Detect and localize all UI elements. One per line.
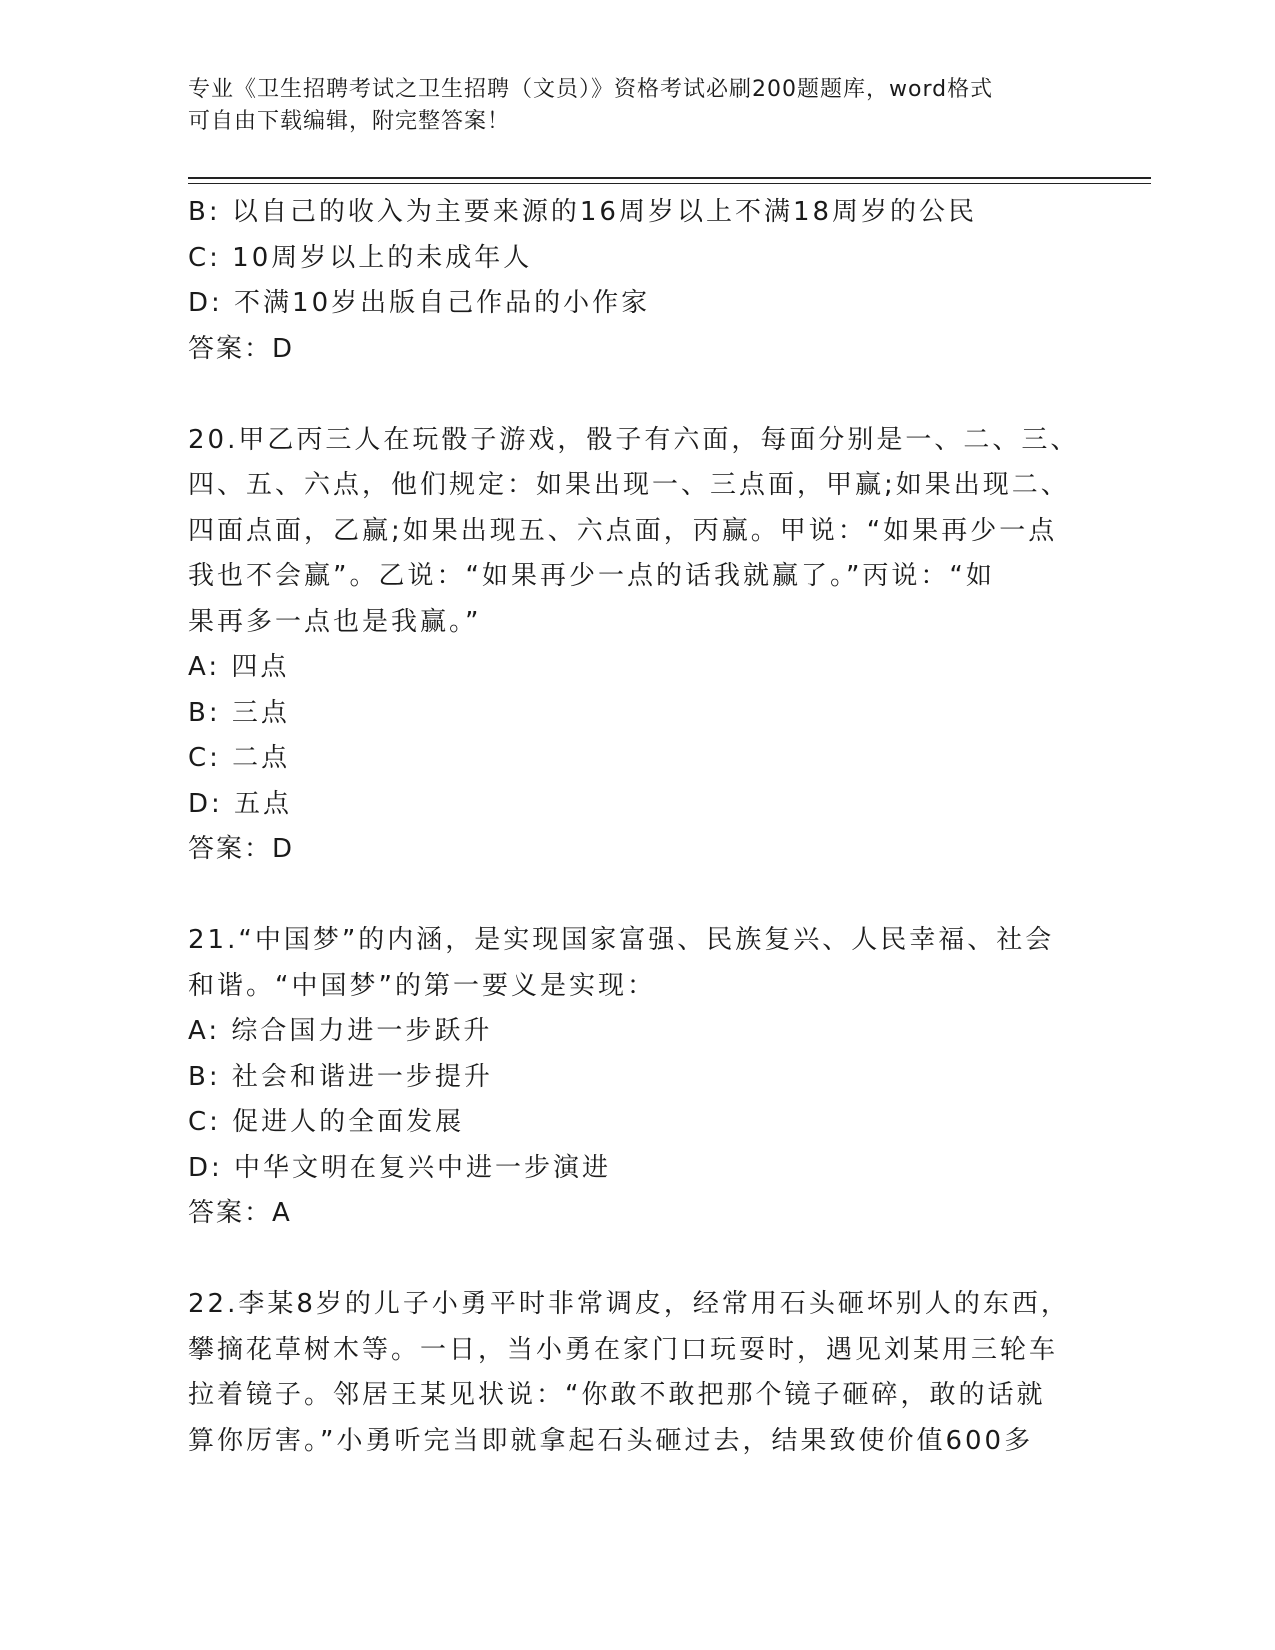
option-c: C: 促进人的全面发展	[188, 1107, 465, 1137]
document-body	[188, 190, 1078, 1464]
question-stem-line: 22.李某8岁的儿子小勇平时非常调皮，经常用石头砸坏别人的东西，	[188, 1289, 1070, 1319]
question-stem-line: 和谐。“中国梦”的第一要义是实现：	[188, 970, 656, 1001]
answer: 答案：A	[188, 1198, 292, 1228]
question-stem-line: 四、五、六点，他们规定：如果出现一、三点面，甲赢;如果出现二、	[188, 470, 1070, 500]
question-19	[188, 190, 1078, 372]
option-d: D: 不满10岁出版自己作品的小作家	[188, 288, 651, 318]
answer: 答案：D	[188, 333, 295, 364]
spacer	[188, 372, 1078, 418]
question-22	[188, 1282, 1078, 1464]
question-stem-line: 拉着镜子。邻居王某见状说：“你敢不敢把那个镜子砸碎，敢的话就	[188, 1380, 1046, 1410]
option-c: C: 10周岁以上的未成年人	[188, 242, 533, 273]
option-b: B: 以自己的收入为主要来源的16周岁以上不满18周岁的公民	[188, 197, 978, 227]
spacer	[188, 1237, 1078, 1283]
question-20	[188, 418, 1078, 873]
question-stem-line: 攀摘花草树木等。一日，当小勇在家门口玩耍时，遇见刘某用三轮车	[188, 1334, 1059, 1365]
question-stem-line: 四面点面，乙赢;如果出现五、六点面，丙赢。甲说：“如果再少一点	[188, 515, 1058, 546]
question-stem-line: 果再多一点也是我赢。”	[188, 606, 482, 637]
question-stem-line: 我也不会赢”。乙说：“如果再少一点的话我就赢了。”丙说：“如	[188, 561, 995, 591]
header-line-2: 可自由下载编辑，附完整答案！	[188, 109, 511, 134]
document-header	[188, 74, 1068, 138]
header-divider	[188, 177, 1151, 179]
header-divider-thin	[188, 183, 1151, 184]
question-stem-line: 算你厉害。”小勇听完当即就拿起石头砸过去，结果致使价值600多	[188, 1425, 1034, 1456]
question-stem-line: 21.“中国梦”的内涵，是实现国家富强、民族复兴、人民幸福、社会	[188, 925, 1055, 955]
option-d: D: 中华文明在复兴中进一步演进	[188, 1152, 612, 1183]
option-b: B: 三点	[188, 697, 290, 728]
option-a: A: 综合国力进一步跃升	[188, 1016, 493, 1046]
question-21	[188, 918, 1078, 1237]
option-b: B: 社会和谐进一步提升	[188, 1061, 493, 1092]
answer: 答案：D	[188, 834, 295, 864]
option-d: D: 五点	[188, 788, 293, 819]
option-a: A: 四点	[188, 652, 290, 682]
option-c: C: 二点	[188, 743, 291, 773]
header-line-1: 专业《卫生招聘考试之卫生招聘（文员）》资格考试必刷200题题库，word格式	[188, 77, 994, 102]
spacer	[188, 873, 1078, 919]
question-stem-line: 20.甲乙丙三人在玩骰子游戏，骰子有六面，每面分别是一、二、三、	[188, 424, 1080, 455]
